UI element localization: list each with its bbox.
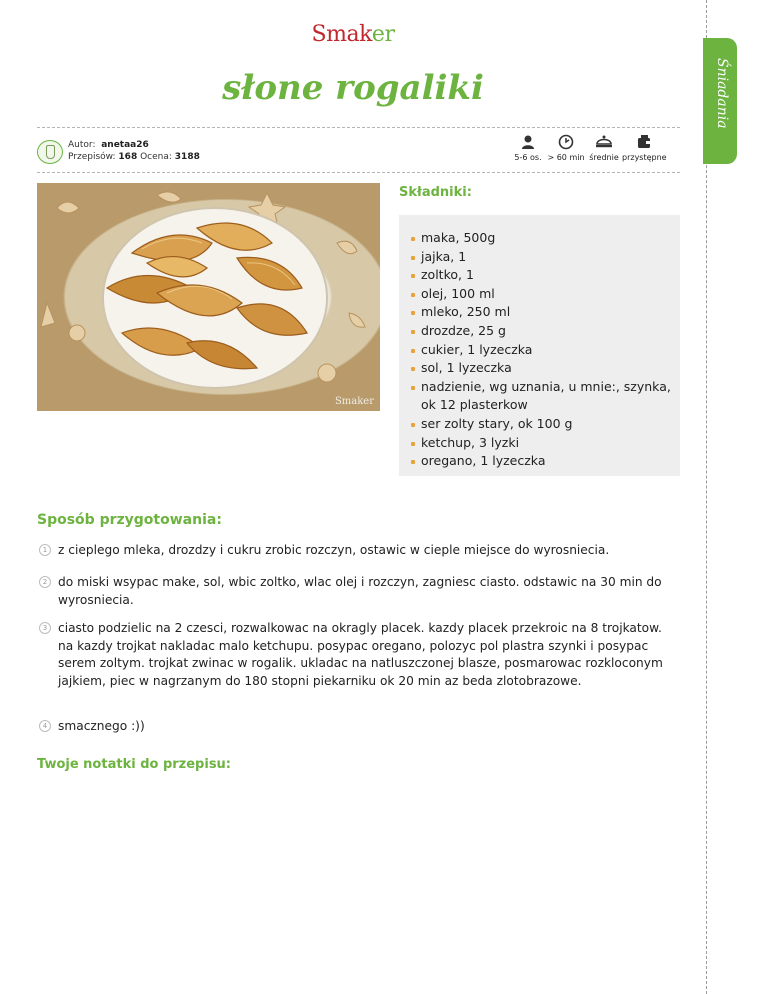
step-text: smacznego :)) [58,719,145,733]
ingredient-item: olej, 100 ml [410,285,676,304]
step-text: do miski wsypac make, sol, wbic zoltko, wlac olej i rozczyn, zagniesc ciasto. odstawic na 30 min do wyrosniecia. [58,575,662,607]
ingredient-item: zoltko, 1 [410,266,676,285]
step-number: 2 [39,576,51,588]
ingredients-box [399,215,680,476]
step-text: z cieplego mleka, drozdzy i cukru zrobic rozczyn, ostawic w cieple miejsce do wyrosniecia. [58,543,610,557]
croissants-illustration [37,183,380,411]
ingredient-item: ketchup, 3 lyzki [410,434,676,453]
brand-logo: Smaker [311,22,395,47]
step-number: 1 [39,544,51,556]
ingredient-item: oregano, 1 lyzeczka [410,452,676,471]
ingredient-item: drozdze, 25 g [410,322,676,341]
author-name[interactable]: anetaa26 [101,140,149,150]
meta-difficulty: średnie [586,134,622,166]
ingredient-item: cukier, 1 lyzeczka [410,341,676,360]
step-text: ciasto podzielic na 2 czesci, rozwalkowac na okragly placek. kazdy placek przekroic na 8 trojkatow. na kazdy trojkat nakladac malo ketchupu. posypac oregano, polozyc pol plastra szynki i posypac serem zoltym. trojkat zwinac w rogalik. ukladac na natluszczonej blasze, posmarowac rozkloconym jajkiem, piec w nagrzanym do 180 stopni piekarniku ok 20 min az beda zlotobrazowe. [58,621,663,688]
steps-heading: Sposób przygotowania: [37,512,222,528]
category-tab-label: Śniadania [714,58,730,129]
difficulty-icon [596,134,612,150]
chef-avatar-icon [37,140,63,164]
meta-servings: 5-6 os. [513,134,543,166]
step-number: 4 [39,720,51,732]
recipe-title: słone rogaliki [222,68,484,108]
ingredients-list [410,229,676,471]
ingredient-item: jajka, 1 [410,248,676,267]
clock-icon [558,134,574,150]
wallet-icon [636,134,652,150]
person-icon [520,134,536,150]
meta-time: > 60 min [546,134,586,166]
meta-cost: przystępne [622,134,666,166]
notes-heading: Twoje notatki do przepisu: [37,757,232,772]
divider [37,127,680,128]
ingredient-item: nadzienie, wg uznania, u mnie:, szynka, ok 12 plasterkow [410,378,676,415]
ingredient-item: ser zolty stary, ok 100 g [410,415,676,434]
divider [37,172,680,173]
ingredients-heading: Składniki: [399,185,472,200]
ingredient-item: mleko, 250 ml [410,303,676,322]
step-number: 3 [39,622,51,634]
ingredient-item: maka, 500g [410,229,676,248]
author-info: Autor: anetaa26 Przepisów: 168 Ocena: 3188 [68,140,200,162]
category-tab[interactable] [703,38,737,164]
photo-watermark: Smaker [334,396,374,407]
recipe-photo [37,183,380,411]
ingredient-item: sol, 1 lyzeczka [410,359,676,378]
